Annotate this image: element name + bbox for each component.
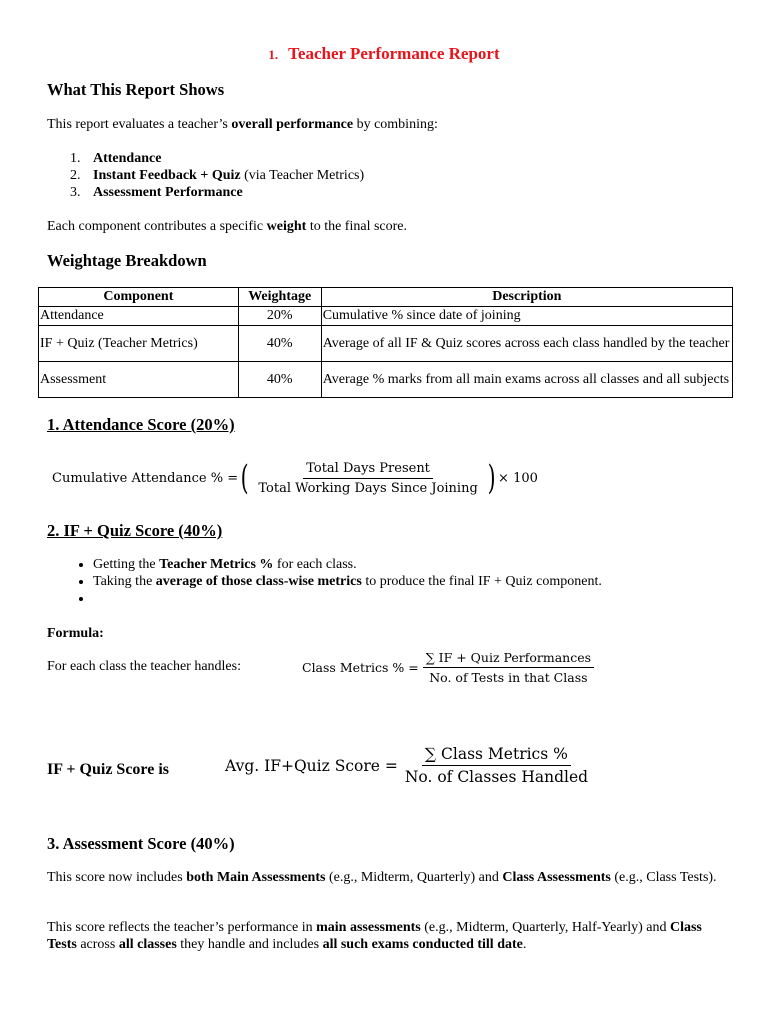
cell-component: Assessment xyxy=(39,362,239,398)
cell-component: IF + Quiz (Teacher Metrics) xyxy=(39,326,239,362)
formula-fraction xyxy=(255,461,480,496)
formula-lhs: Avg. IF+Quiz Score = xyxy=(225,756,398,775)
text-bold: main assessments xyxy=(316,920,421,935)
cell-description: Average of all IF & Quiz scores across each class handled by the teacher xyxy=(321,326,732,362)
list-item xyxy=(93,556,737,573)
intro-paragraph xyxy=(47,116,438,133)
list-item xyxy=(70,167,364,184)
attendance-formula xyxy=(52,458,538,498)
title-number: 1. xyxy=(268,47,279,62)
cell-description: Cumulative % since date of joining xyxy=(321,307,732,326)
table-row xyxy=(39,307,733,326)
avg-score-formula xyxy=(225,745,595,786)
text-run: (e.g., Midterm, Quarterly) and xyxy=(325,870,503,885)
weightage-table xyxy=(38,287,733,398)
list-item xyxy=(93,573,737,590)
formula-denominator: No. of Tests in that Class xyxy=(429,670,588,685)
text-bold: both Main Assessments xyxy=(186,870,326,885)
table-header-row xyxy=(39,288,733,307)
list-number: 3. xyxy=(70,185,81,200)
cell-weight: 40% xyxy=(238,362,321,398)
formula-numerator: ∑ IF + Quiz Performances xyxy=(423,650,594,668)
ifquiz-heading: 2. IF + Quiz Score (40%) xyxy=(47,521,223,540)
bullet-post: to produce the final IF + Quiz component. xyxy=(361,574,602,589)
formula-denominator: Total Working Days Since Joining xyxy=(258,480,478,496)
formula-numerator: Total Days Present xyxy=(303,461,433,479)
formula-lhs: Class Metrics % = xyxy=(302,660,419,675)
formula-lhs: Cumulative Attendance % = xyxy=(52,470,239,486)
text-run: (e.g., Class Tests). xyxy=(610,870,717,885)
formula-fraction xyxy=(402,745,591,786)
bullet-pre: Taking the xyxy=(93,574,156,589)
close-paren-icon: ) xyxy=(487,458,496,498)
formula-label-text: Formula: xyxy=(47,626,104,641)
empty-list-item xyxy=(93,590,737,607)
report-title xyxy=(0,44,768,64)
ifquiz-bullets xyxy=(47,556,737,607)
intro-bold: overall performance xyxy=(231,117,354,132)
list-bold: Assessment Performance xyxy=(93,185,243,200)
component-list xyxy=(70,150,364,201)
text-run: they handle and includes xyxy=(176,937,323,952)
bullet-pre: Getting the xyxy=(93,557,160,572)
text-run: (e.g., Midterm, Quarterly, Half-Yearly) and xyxy=(420,920,670,935)
open-paren-icon: ( xyxy=(240,458,249,498)
cell-description: Average % marks from all main exams across all classes and all subjects xyxy=(321,362,732,398)
attendance-heading: 1. Attendance Score (20%) xyxy=(47,415,235,434)
formula-numerator: ∑ Class Metrics % xyxy=(422,745,571,766)
header-weightage: Weightage xyxy=(238,288,321,307)
per-class-text: For each class the teacher handles: xyxy=(47,659,241,674)
intro-post: by combining: xyxy=(353,117,438,132)
list-number: 2. xyxy=(70,168,81,183)
text-run: This score reflects the teacher’s performance in xyxy=(47,920,317,935)
title-text: Teacher Performance Report xyxy=(288,44,500,63)
table-row xyxy=(39,326,733,362)
formula-multiplier: × 100 xyxy=(498,470,538,486)
weight-pre: Each component contributes a specific xyxy=(47,219,267,234)
class-metrics-formula xyxy=(302,650,598,685)
text-run: This score now includes xyxy=(47,870,187,885)
formula-denominator: No. of Classes Handled xyxy=(404,768,589,786)
text-run: across xyxy=(76,937,119,952)
header-component: Component xyxy=(39,288,239,307)
weight-bold: weight xyxy=(266,219,307,234)
text-bold: all such exams conducted till date xyxy=(322,937,523,952)
list-bold: Instant Feedback + Quiz xyxy=(93,168,241,183)
assessment-paragraph-1 xyxy=(47,869,722,886)
list-bold: Attendance xyxy=(93,151,162,166)
text-bold: Class Tests xyxy=(47,920,702,952)
assessment-heading: 3. Assessment Score (40%) xyxy=(47,834,235,853)
cell-component: Attendance xyxy=(39,307,239,326)
bullet-bold: Teacher Metrics % xyxy=(159,557,274,572)
list-item xyxy=(70,150,364,167)
text-bold: Class Assessments xyxy=(502,870,611,885)
weightage-heading: Weightage Breakdown xyxy=(47,251,207,270)
score-label: IF + Quiz Score is xyxy=(47,761,169,778)
list-number: 1. xyxy=(70,151,81,166)
list-rest: (via Teacher Metrics) xyxy=(240,168,365,183)
weight-paragraph xyxy=(47,218,407,235)
intro-pre: This report evaluates a teacher’s xyxy=(47,117,232,132)
assessment-paragraph-2 xyxy=(47,919,722,953)
cell-weight: 20% xyxy=(238,307,321,326)
bullet-bold: average of those class-wise metrics xyxy=(155,574,362,589)
list-item xyxy=(70,184,364,201)
bullet-post: for each class. xyxy=(273,557,357,572)
formula-label xyxy=(47,625,104,642)
what-heading: What This Report Shows xyxy=(47,80,225,99)
text-bold: all classes xyxy=(118,937,177,952)
header-description: Description xyxy=(321,288,732,307)
text-run: . xyxy=(522,937,527,952)
weight-post: to the final score. xyxy=(306,219,407,234)
cell-weight: 40% xyxy=(238,326,321,362)
table-row xyxy=(39,362,733,398)
formula-fraction xyxy=(423,650,594,685)
